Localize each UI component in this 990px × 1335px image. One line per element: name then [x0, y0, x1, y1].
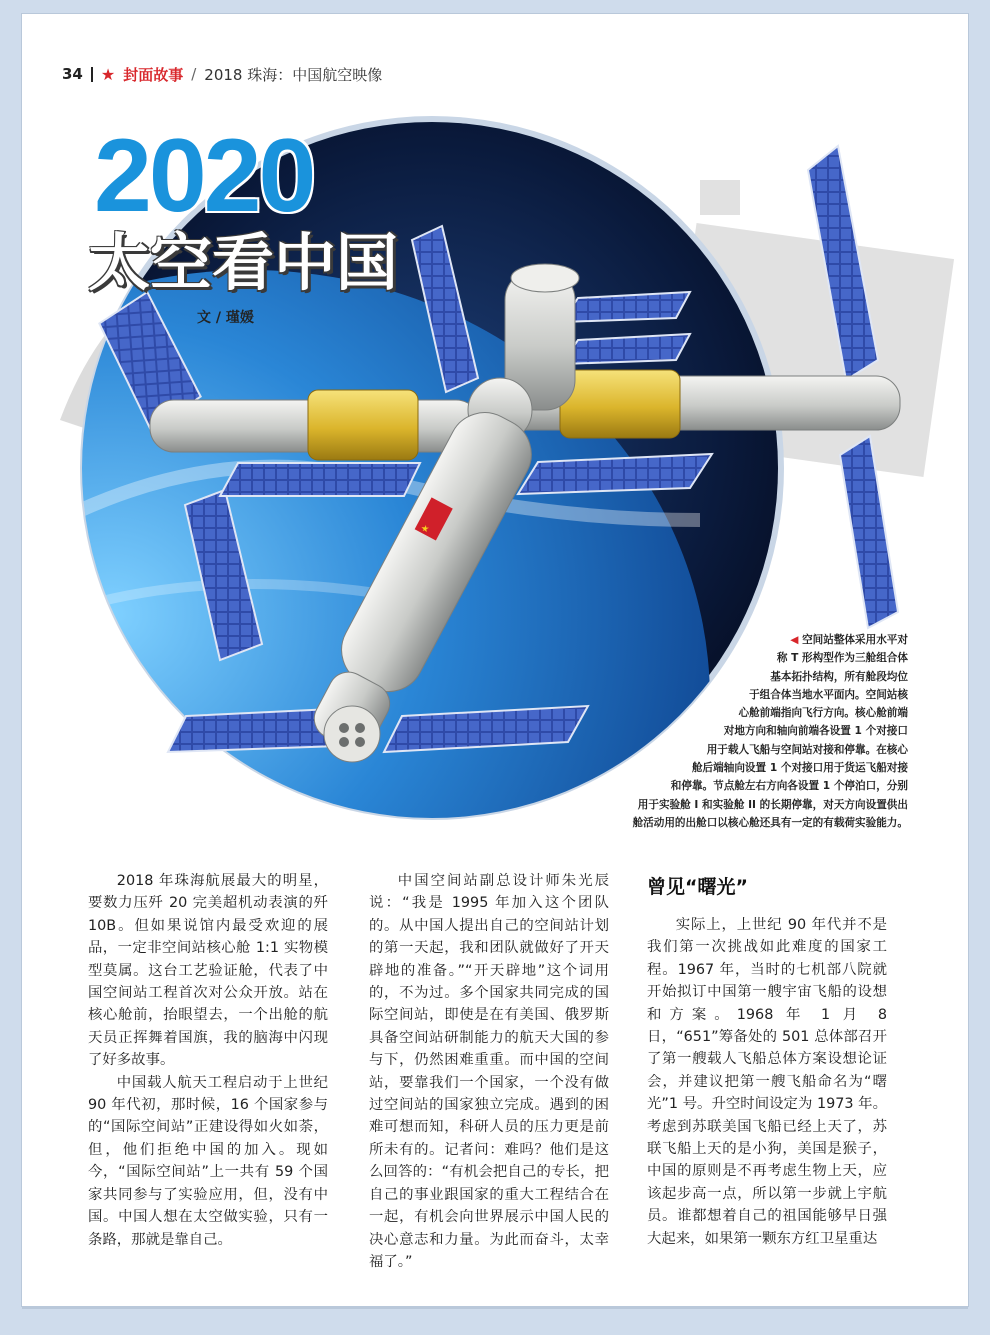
title-main: 太空看中国	[88, 226, 399, 299]
paragraph: 中国空间站副总设计师朱光辰说：“我是 1995 年加入这个团队的。从中国人提出自己的空间站计划的第一天起，我和团队就做好了开天辟地的准备。”“开天辟地”这个词用的，不为过。多个国家共同完成的国际空间站，即使是在有美国、俄罗斯具备空间站研制能力的航天大国的参与下，仍然困难重重。而中国的空间站，要靠我们一个国家，一个没有做过空间站的国家独立完成。遇到的困难可想而知，科研人员的压力更是前所未有的。记者问：难吗？他们是这么回答的：“有机会把自己的专长，把自己的事业跟国家的重大工程结合在一起，有机会向世界展示中国人民的决心意志和力量。为此而奋斗，太幸福了。”	[369, 873, 609, 1270]
title-year: 2020	[94, 118, 314, 234]
caption-line: ◀ 空间站整体采用水平对	[790, 634, 908, 646]
page-bottom-border	[22, 1306, 968, 1309]
caption-line: 和停靠。节点舱左右方向各设置 1 个停泊口，分别	[670, 780, 908, 793]
section-heading: 曾见“曙光”	[647, 876, 748, 898]
body-column-3	[647, 914, 887, 1250]
caption-line: 于组合体当地水平面内。空间站核	[749, 688, 908, 701]
paragraph: 实际上，上世纪 90 年代并不是我们第一次挑战如此难度的国家工程。1967 年，当时的七机部八院就开始拟订中国第一艘宇宙飞船的设想和方案。1968 年 1 月 8 日，“651”筹备处的 501 总体部召开了第一艘载人飞船总体方案设想论证会，并建议把第一艘飞船命名为“曙光”1 号。升空时间设定为 1973 年。考虑到苏联美国飞船已经上天了，苏联飞船上天的是小狗，美国是猴子，中国的原则是不再考虑生物上天，应该起步高一点，所以第一步就上宇航员。谁都想着自己的祖国能够早日强大起来，如果第一颗东方红卫星重达	[647, 917, 887, 1247]
caption-line: 心舱前端指向飞行方向。核心舱前端	[738, 707, 908, 720]
caption-line: 用于载人飞船与空间站对接和停靠。在核心	[706, 743, 908, 756]
caption-line: 称 T 形构型作为三舱组合体	[776, 652, 908, 665]
paragraph: 2018 年珠海航展最大的明星，要数力压歼 20 完美超机动表演的歼 10B。但如果说馆内最受欢迎的展品，一定非空间站核心舱 1:1 实物模型莫属。这台工艺验证舱，代表了中国空间站工程首次对公众开放。站在核心舱前，抬眼望去，一个出舱的航天员正挥舞着国旗，我的脑海中闪现了好多故事。	[88, 873, 328, 1069]
header-separator: /	[191, 65, 197, 83]
byline: 文 / 瑾媛	[197, 310, 254, 326]
caption-line: 舱活动用的出舱口以核心舱还具有一定的有载荷实验能力。	[632, 816, 908, 829]
paragraph: 中国载人航天工程启动于上世纪 90 年代初，那时候，16 个国家参与的“国际空间站”正建设得如火如荼，但，他们拒绝中国的加入。现如今，“国际空间站”上一共有 59 个国家共同参与了实验应用，但，没有中国。中国人想在太空做实验，只有一条路，那就是靠自己。	[88, 1074, 328, 1248]
subsection-name: 2018 珠海：中国航空映像	[204, 65, 383, 84]
page-number: 34	[62, 65, 83, 83]
caption-arrow-icon: ◀	[790, 634, 799, 646]
caption-line: 基本拓扑结构，所有舱段均位	[770, 670, 908, 683]
image-caption	[586, 631, 908, 832]
caption-line: 舱后端轴向设置 1 个对接口用于货运飞船对接	[691, 762, 908, 775]
body-column-1	[88, 870, 328, 1251]
caption-line: 对地方向和轴向前端各设置 1 个对接口	[723, 725, 908, 738]
star-icon: ★	[100, 64, 116, 84]
section-name: 封面故事	[123, 65, 184, 84]
caption-line: 用于实验舱 I 和实验舱 II 的长期停靠，对天方向设置供出	[637, 798, 908, 811]
body-column-2	[369, 870, 609, 1273]
